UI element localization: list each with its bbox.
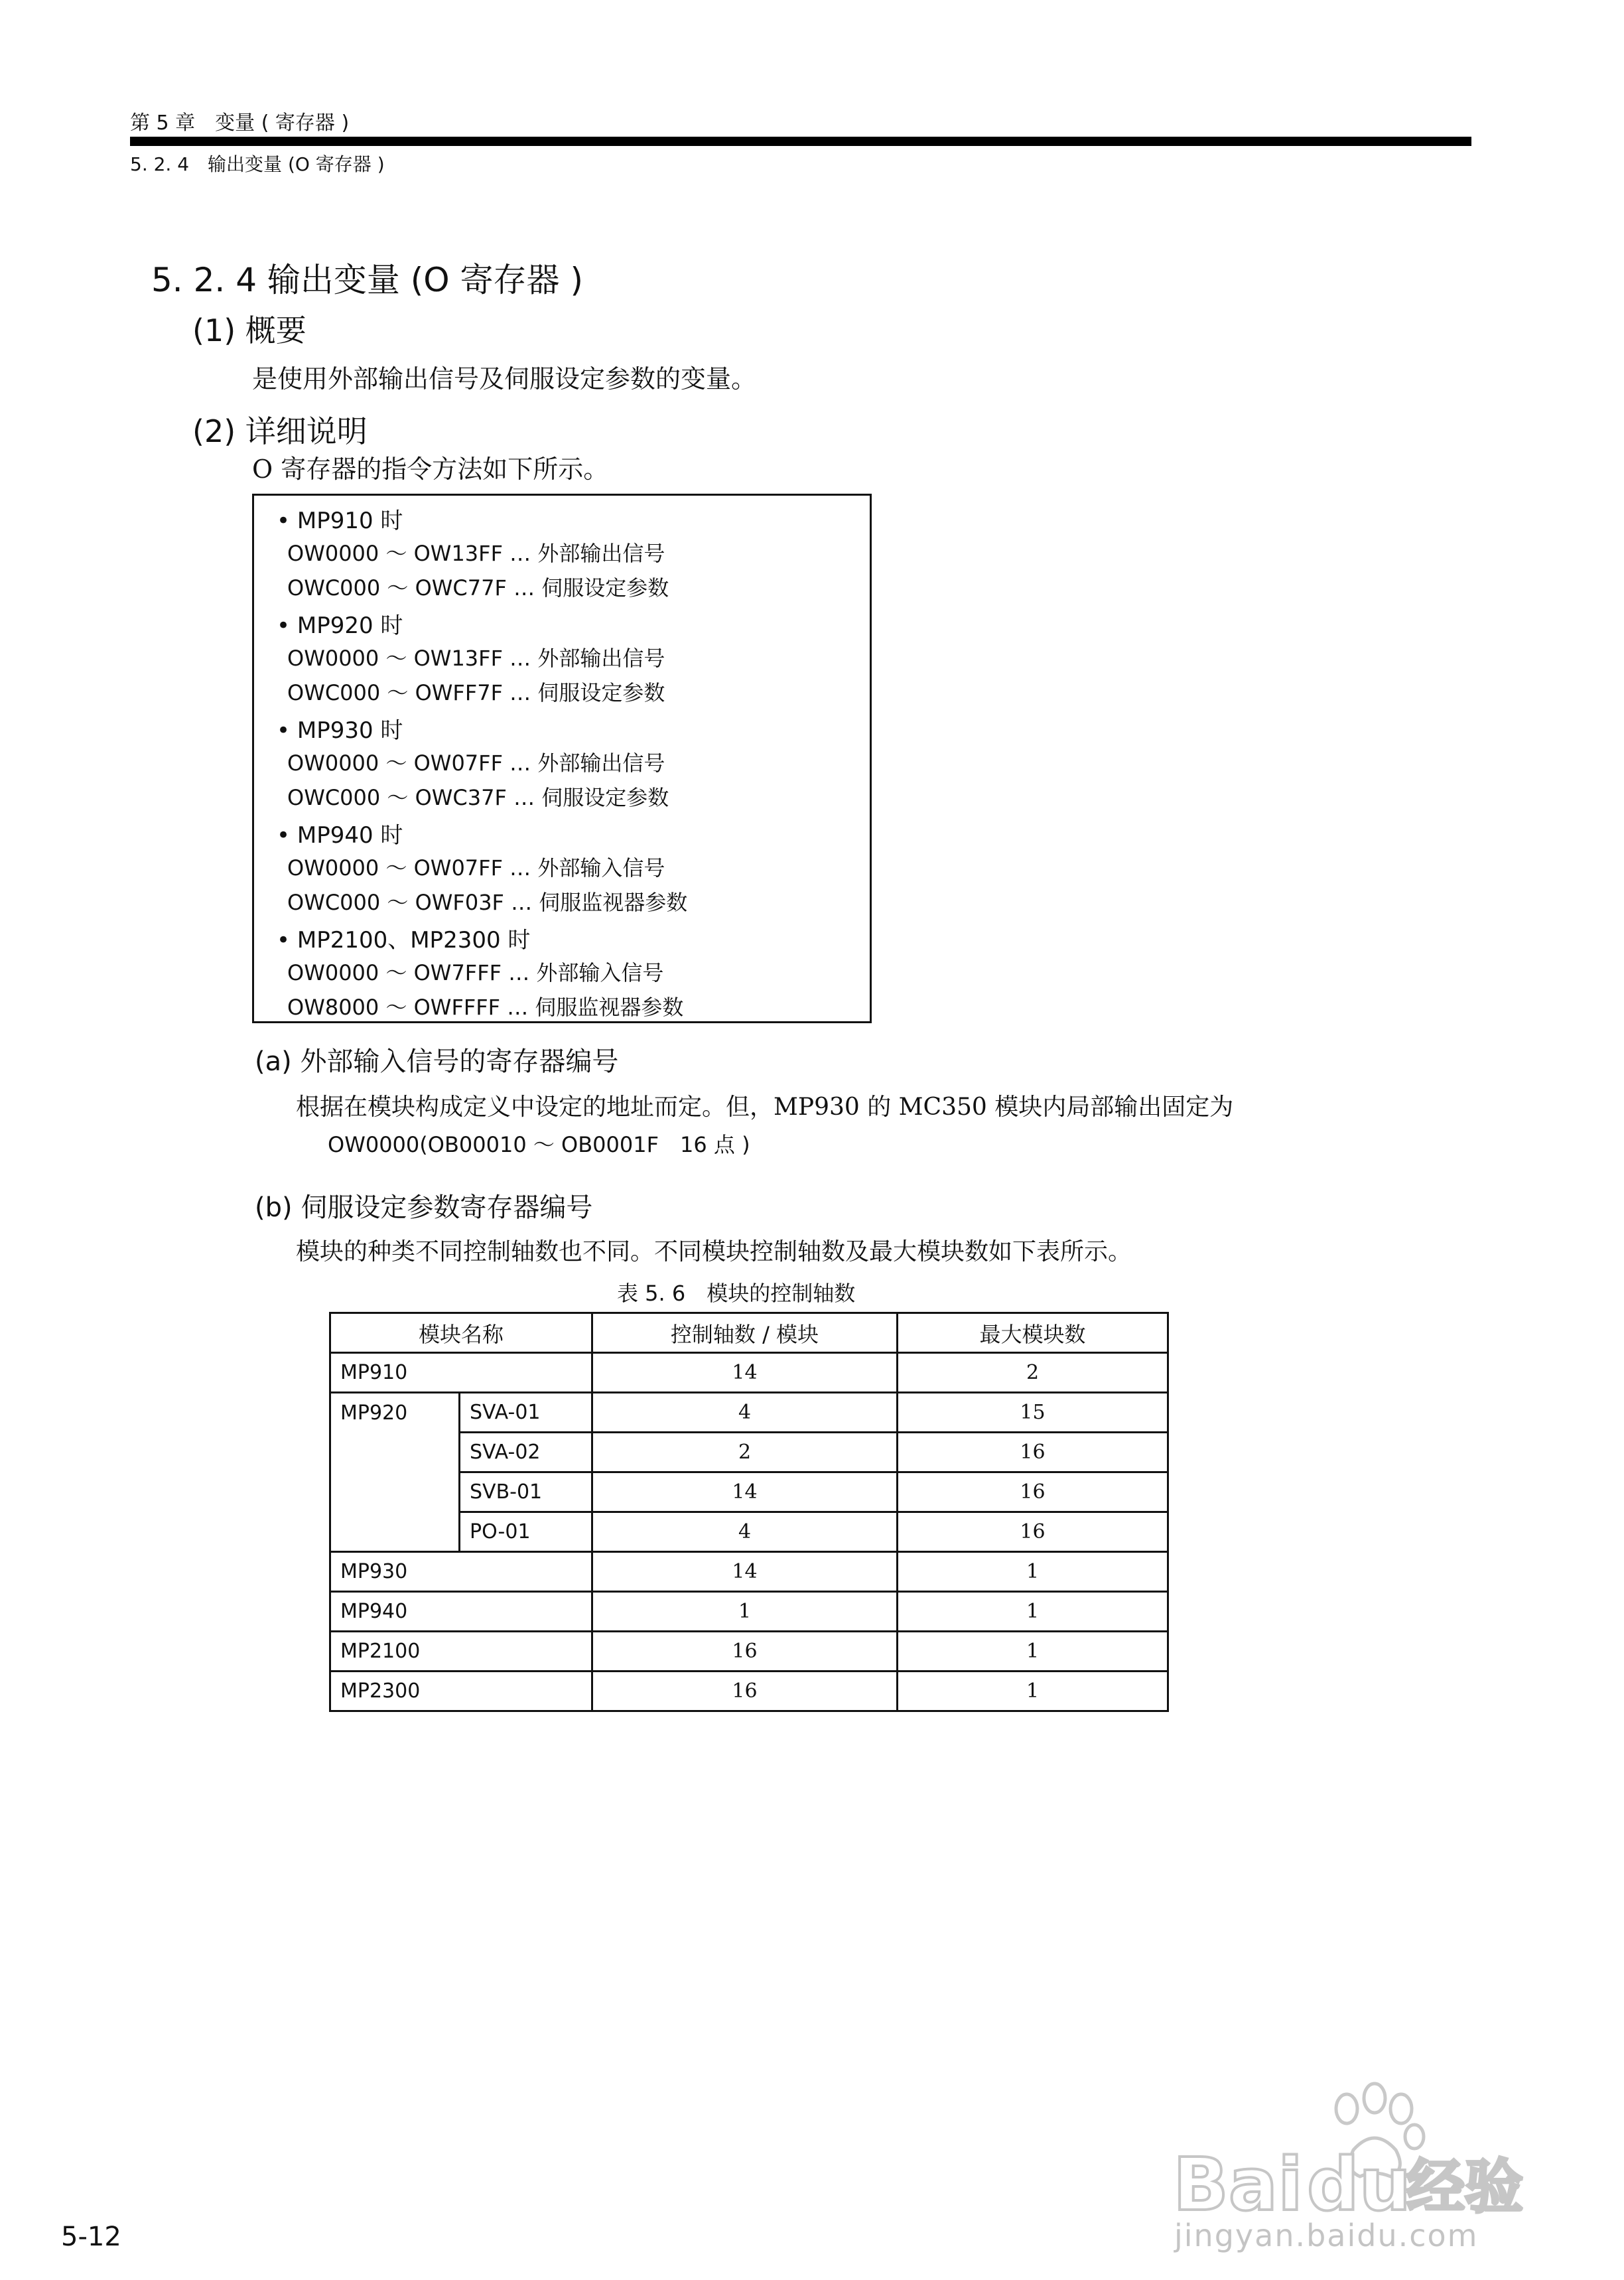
table-row [330, 1552, 1168, 1592]
watermark-url: jingyan.baidu.com [1174, 2218, 1479, 2253]
module-name-cell: MP2100 [330, 1632, 592, 1672]
svg-text:du: du [1307, 2142, 1412, 2227]
max-modules-cell: 1 [898, 1592, 1168, 1632]
table-row [330, 1353, 1168, 1393]
register-range-box [252, 494, 872, 1023]
submodule-cell: SVA-01 [460, 1393, 592, 1433]
section-title: 5. 2. 4 输出变量 (O 寄存器 ) [151, 261, 583, 299]
submodule-cell: PO-01 [460, 1512, 592, 1552]
svg-text:经验: 经验 [1406, 2153, 1524, 2221]
box-entry: OW0000 ～ OW13FF … 外部输出信号 [287, 541, 665, 566]
box-entry: OW8000 ～ OWFFFF … 伺服监视器参数 [287, 995, 684, 1020]
axes-cell: 14 [592, 1472, 898, 1512]
module-name-cell: MP930 [330, 1552, 592, 1592]
box-entry: OW0000 ～ OW07FF … 外部输出信号 [287, 750, 665, 776]
details-text: O 寄存器的指令方法如下所示。 [252, 455, 609, 484]
max-modules-cell: 1 [898, 1552, 1168, 1592]
module-name-cell: MP910 [330, 1353, 592, 1393]
module-name-cell: MP920 [330, 1393, 460, 1552]
submodule-cell: SVA-02 [460, 1433, 592, 1472]
control-axes-table [329, 1312, 1169, 1712]
overview-text: 是使用外部输出信号及伺服设定参数的变量。 [252, 364, 757, 393]
subsection-b-heading: (b) 伺服设定参数寄存器编号 [255, 1192, 593, 1223]
max-modules-cell: 16 [898, 1512, 1168, 1552]
table-row [330, 1632, 1168, 1672]
submodule-cell: SVB-01 [460, 1472, 592, 1512]
axes-cell: 2 [592, 1433, 898, 1472]
max-modules-cell: 2 [898, 1353, 1168, 1393]
table-header-row [330, 1313, 1168, 1353]
max-modules-cell: 1 [898, 1632, 1168, 1672]
column-header: 最大模块数 [898, 1313, 1168, 1353]
page-number: 5-12 [61, 2222, 121, 2252]
svg-text:Bai: Bai [1173, 2142, 1303, 2227]
box-entry: OW0000 ～ OW07FF … 外部输入信号 [287, 855, 665, 881]
running-header-chapter: 第 5 章 变量 ( 寄存器 ) [130, 111, 350, 135]
box-entry: OWC000 ～ OWF03F … 伺服监视器参数 [287, 890, 688, 915]
box-entry: OWC000 ～ OWFF7F … 伺服设定参数 [287, 680, 665, 705]
box-entry: OW0000 ～ OW7FFF … 外部输入信号 [287, 960, 664, 985]
max-modules-cell: 16 [898, 1433, 1168, 1472]
table-row [330, 1592, 1168, 1632]
box-group-title: • MP940 时 [277, 822, 403, 849]
box-entry: OWC000 ～ OWC37F … 伺服设定参数 [287, 785, 669, 810]
max-modules-cell: 1 [898, 1672, 1168, 1711]
axes-cell: 1 [592, 1592, 898, 1632]
axes-cell: 16 [592, 1672, 898, 1711]
axes-cell: 14 [592, 1552, 898, 1592]
overview-heading: (1) 概要 [192, 313, 306, 348]
table-row [330, 1672, 1168, 1711]
module-name-cell: MP2300 [330, 1672, 592, 1711]
subsection-a-heading: (a) 外部输入信号的寄存器编号 [255, 1046, 619, 1077]
subsection-b-text: 模块的种类不同控制轴数也不同。不同模块控制轴数及最大模块数如下表所示。 [296, 1238, 1132, 1265]
max-modules-cell: 15 [898, 1393, 1168, 1433]
details-heading: (2) 详细说明 [192, 413, 368, 449]
header-rule [130, 137, 1471, 146]
column-header: 模块名称 [330, 1313, 592, 1353]
box-group-title: • MP910 时 [277, 508, 403, 534]
subsection-a-text: 根据在模块构成定义中设定的地址而定。但，MP930 的 MC350 模块内局部输出固定为 [296, 1094, 1234, 1121]
box-group-title: • MP2100、MP2300 时 [277, 927, 531, 954]
running-header-section: 5. 2. 4 输出变量 (O 寄存器 ) [130, 153, 385, 175]
axes-cell: 4 [592, 1393, 898, 1433]
box-entry: OWC000 ～ OWC77F … 伺服设定参数 [287, 575, 669, 601]
axes-cell: 4 [592, 1512, 898, 1552]
subsection-a-range: OW0000(OB00010 ～ OB0001F 16 点 ) [328, 1132, 750, 1157]
box-group-title: • MP930 时 [277, 717, 403, 744]
box-entry: OW0000 ～ OW13FF … 外部输出信号 [287, 646, 665, 671]
table-row [330, 1393, 1168, 1433]
module-name-cell: MP940 [330, 1592, 592, 1632]
column-header: 控制轴数 / 模块 [592, 1313, 898, 1353]
box-group-title: • MP920 时 [277, 612, 403, 639]
axes-cell: 16 [592, 1632, 898, 1672]
max-modules-cell: 16 [898, 1472, 1168, 1512]
table-caption: 表 5. 6 模块的控制轴数 [617, 1281, 856, 1306]
axes-cell: 14 [592, 1353, 898, 1393]
